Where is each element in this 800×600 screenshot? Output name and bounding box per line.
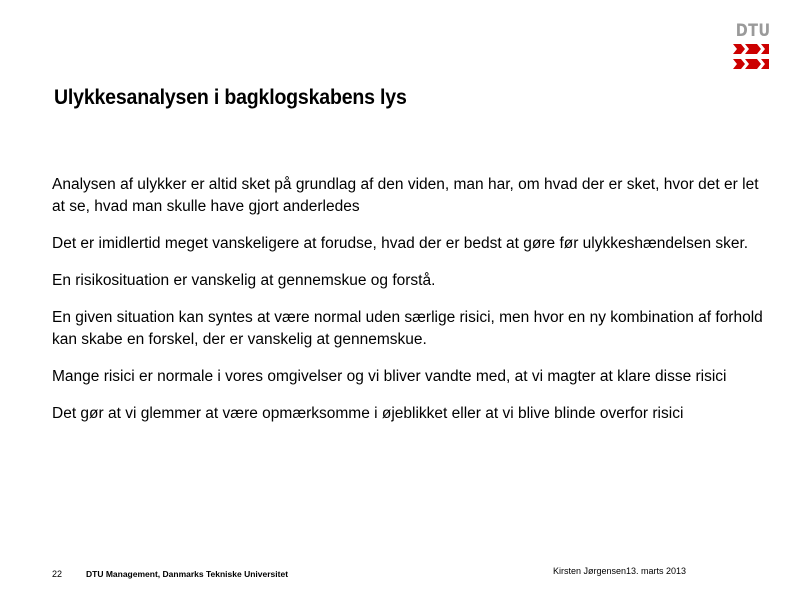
footer-author-date: Kirsten Jørgensen13. marts 2013 — [553, 566, 687, 576]
paragraph-3: En risikosituation er vanskelig at gennemskue og forstå. — [52, 272, 436, 289]
slide-body — [52, 174, 764, 440]
slide-title: Ulykkesanalysen i bagklogskabens lys — [54, 86, 407, 109]
paragraph-6: Det gør at vi glemmer at være opmærksomme i øjeblikket eller at vi blive blinde overfor risici — [52, 405, 684, 422]
paragraph-4: En given situation kan syntes at være normal uden særlige risici, men hvor en ny kombination af forhold kan skabe en forskel, der er vanskelig at gennemskue. — [52, 309, 763, 348]
dtu-logo-mark-icon — [733, 43, 769, 71]
dtu-logo-text: DTU — [735, 21, 771, 41]
page-number: 22 — [52, 569, 63, 579]
paragraph-1: Analysen af ulykker er altid sket på grundlag af den viden, man har, om hvad der er sket, hvor det er let at se, hvad man skulle have gjort anderledes — [52, 176, 759, 215]
dtu-logo — [733, 22, 769, 72]
footer-organization: DTU Management, Danmarks Tekniske Universitet — [86, 569, 289, 579]
paragraph-2: Det er imidlertid meget vanskeligere at forudse, hvad der er bedst at gøre før ulykkeshændelsen sker. — [52, 235, 749, 252]
paragraph-5: Mange risici er normale i vores omgivelser og vi bliver vandte med, at vi magter at klare disse risici — [52, 368, 727, 385]
